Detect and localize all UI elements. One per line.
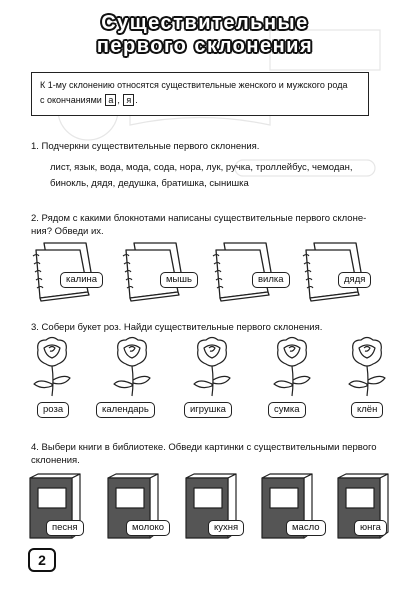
rule-box (31, 72, 369, 116)
book-label[interactable]: масло (286, 520, 326, 536)
rule-period: . (135, 95, 138, 105)
rose-item-1[interactable] (22, 336, 102, 415)
notebook-item-2[interactable] (118, 240, 208, 305)
task1-words-line-1[interactable]: лист, язык, вода, мода, сода, нора, лук, ручка, троллейбус, чемодан, (50, 162, 353, 173)
rule-line-1: К 1-му склонению относятся существительные женского и мужского рода (40, 80, 348, 90)
task1-title: 1. Подчеркни существительные первого склонения. (31, 141, 260, 152)
rule-prefix: с окончаниями (40, 95, 102, 105)
notebook-label[interactable]: вилка (252, 272, 290, 288)
book-item-3[interactable] (182, 472, 242, 542)
rose-icon (182, 336, 262, 401)
rose-icon (262, 336, 342, 401)
task4-title-line-2: склонения. (31, 455, 80, 466)
rule-comma: , (117, 95, 120, 105)
rose-icon (22, 336, 102, 401)
rule-line-2 (40, 93, 360, 108)
book-item-5[interactable] (334, 472, 394, 542)
page-title (0, 12, 410, 58)
ending-a-box: а (105, 94, 116, 106)
rose-icon (337, 336, 407, 401)
rose-label[interactable]: роза (37, 402, 69, 418)
book-label[interactable]: песня (46, 520, 84, 536)
notebook-item-4[interactable] (298, 240, 388, 305)
book-label[interactable]: кухня (208, 520, 244, 536)
rose-item-4[interactable] (262, 336, 342, 415)
rose-label[interactable]: игрушка (184, 402, 232, 418)
task1-words (50, 160, 380, 192)
book-label[interactable]: молоко (126, 520, 170, 536)
book-label[interactable]: юнга (354, 520, 387, 536)
notebook-label[interactable]: мышь (160, 272, 198, 288)
rose-item-3[interactable] (182, 336, 262, 415)
task2-title-line-2: ния? Обведи их. (31, 226, 104, 237)
task1-words-line-2[interactable]: бинокль, дядя, дедушка, братишка, сынишка (50, 178, 249, 189)
rose-label[interactable]: сумка (268, 402, 306, 418)
rose-label[interactable]: календарь (96, 402, 155, 418)
rose-item-5[interactable] (337, 336, 407, 415)
book-item-1[interactable] (26, 472, 86, 542)
task4-title-line-1: 4. Выбери книги в библиотеке. Обведи картинки с существительными первого (31, 442, 377, 453)
notebook-item-1[interactable] (28, 240, 118, 305)
notebook-label[interactable]: калина (60, 272, 103, 288)
title-line-1: Существительные (101, 12, 309, 34)
task3-title: 3. Собери букет роз. Найди существительные первого склонения. (31, 322, 323, 333)
rose-label[interactable]: клён (351, 402, 383, 418)
rose-item-2[interactable] (102, 336, 182, 415)
book-item-2[interactable] (104, 472, 164, 542)
task2-title-line-1: 2. Рядом с какими блокнотами написаны существительные первого склоне- (31, 213, 367, 224)
book-item-4[interactable] (258, 472, 318, 542)
page-number: 2 (28, 548, 56, 572)
rose-icon (102, 336, 182, 401)
title-line-2: первого склонения (96, 35, 314, 57)
notebook-item-3[interactable] (208, 240, 298, 305)
ending-ya-box: я (123, 94, 134, 106)
notebook-label[interactable]: дядя (338, 272, 371, 288)
